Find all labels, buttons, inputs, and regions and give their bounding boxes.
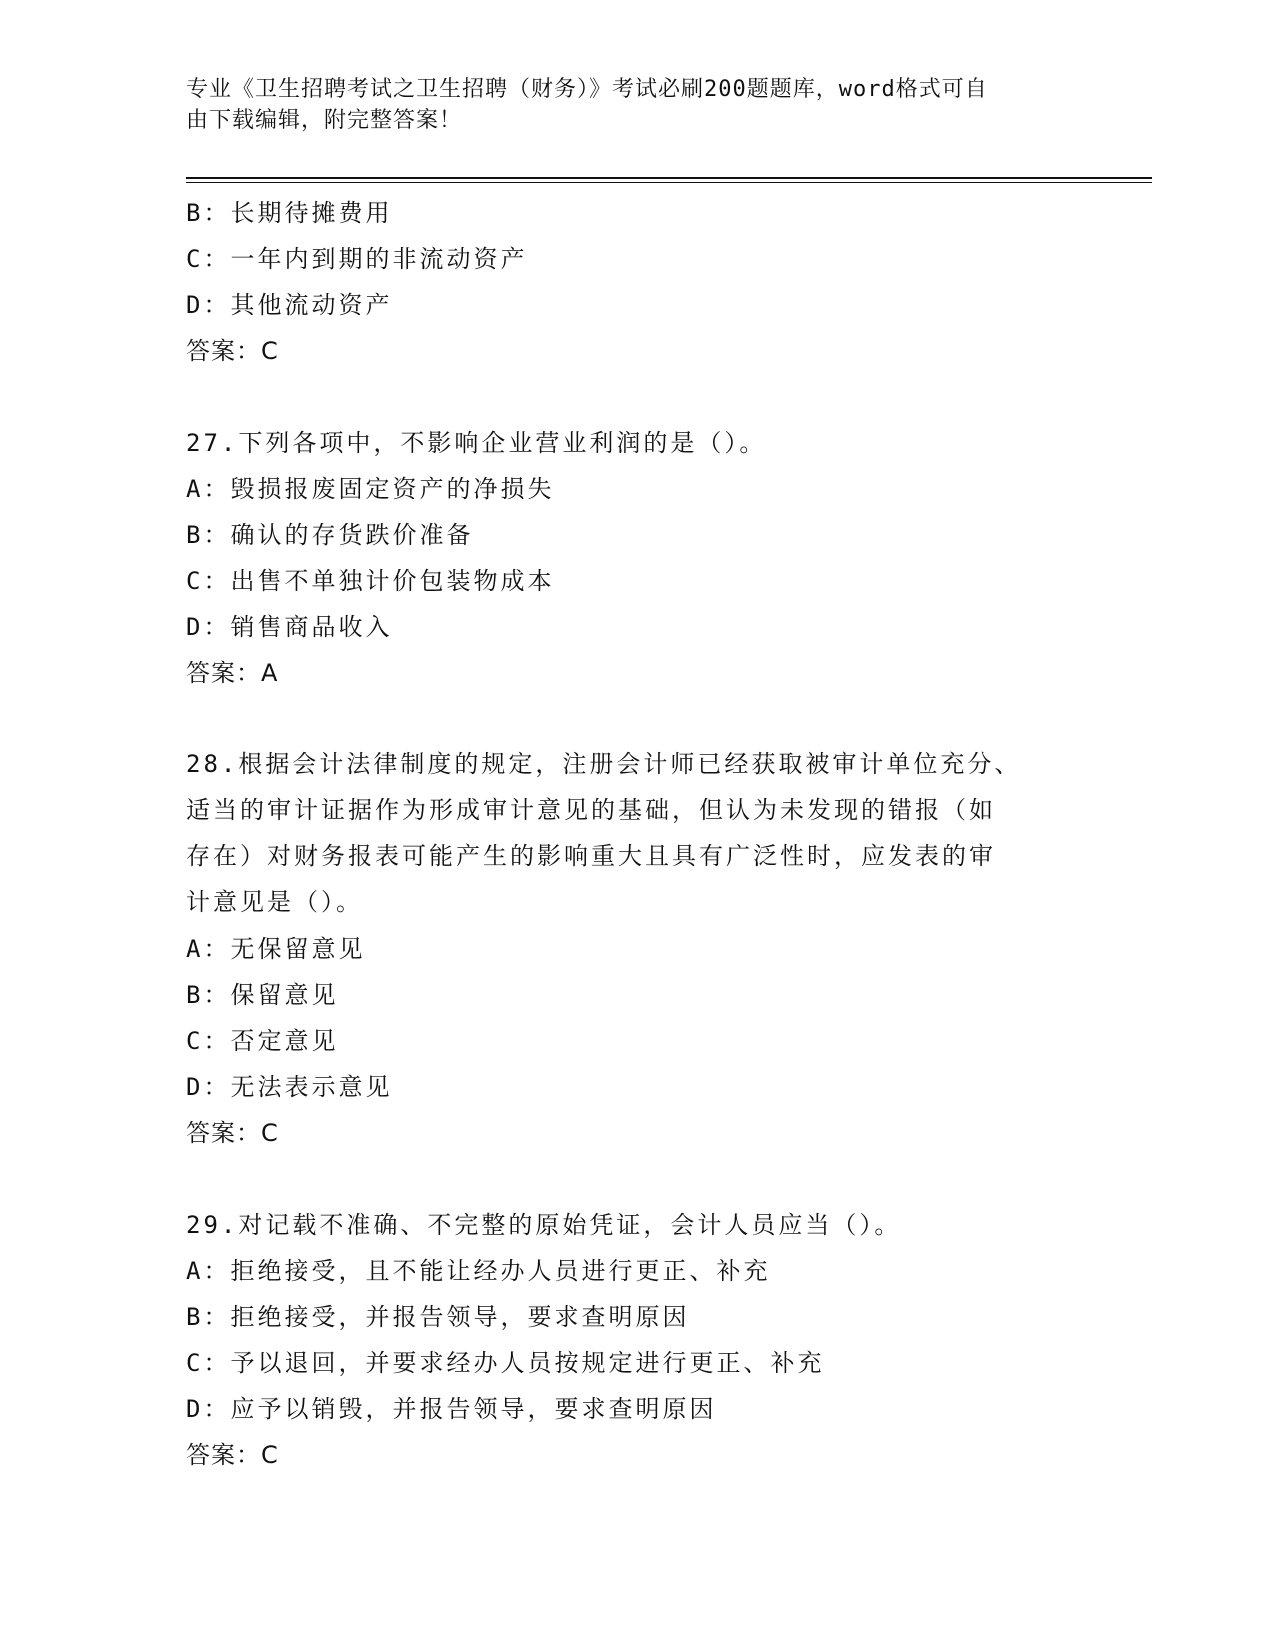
question-block-27 <box>186 420 1066 696</box>
question-list <box>186 190 1066 1478</box>
option-c: C：一年内到期的非流动资产 <box>186 245 528 273</box>
question-text-line-3: 存在）对财务报表可能产生的影响重大且具有广泛性时，应发表的审 <box>186 842 996 870</box>
header-divider-thick <box>186 177 1152 179</box>
option-a: A：无保留意见 <box>186 935 366 963</box>
header-line-2: 由下载编辑，附完整答案！ <box>186 108 463 133</box>
question-text-line-4: 计意见是（）。 <box>186 888 363 916</box>
answer-line: 答案：A <box>186 659 279 687</box>
answer-line: 答案：C <box>186 337 279 365</box>
option-b: B：拒绝接受，并报告领导，要求查明原因 <box>186 1303 690 1331</box>
option-d: D：销售商品收入 <box>186 613 393 641</box>
question-text-line-2: 适当的审计证据作为形成审计意见的基础，但认为未发现的错报（如 <box>186 796 996 824</box>
document-header <box>186 74 1066 136</box>
header-line-1: 专业《卫生招聘考试之卫生招聘（财务）》考试必刷200题题库，word格式可自 <box>186 77 988 102</box>
question-text-line-1: 28.根据会计法律制度的规定，注册会计师已经获取被审计单位充分、 <box>186 750 1022 778</box>
option-d: D：无法表示意见 <box>186 1073 393 1101</box>
question-text: 27.下列各项中，不影响企业营业利润的是（）。 <box>186 429 767 457</box>
answer-line: 答案：C <box>186 1119 279 1147</box>
question-block-29 <box>186 1202 1066 1478</box>
option-b: B：确认的存货跌价准备 <box>186 521 474 549</box>
header-divider-thin <box>186 182 1152 183</box>
question-block-28 <box>186 742 1066 1156</box>
option-d: D：其他流动资产 <box>186 291 393 319</box>
option-b: B：长期待摊费用 <box>186 199 393 227</box>
option-a: A：毁损报废固定资产的净损失 <box>186 475 555 503</box>
option-b: B：保留意见 <box>186 981 339 1009</box>
option-c: C：出售不单独计价包装物成本 <box>186 567 555 595</box>
option-a: A：拒绝接受，且不能让经办人员进行更正、补充 <box>186 1257 771 1285</box>
question-text: 29.对记载不准确、不完整的原始凭证，会计人员应当（）。 <box>186 1211 902 1239</box>
answer-line: 答案：C <box>186 1441 279 1469</box>
option-c: C：予以退回，并要求经办人员按规定进行更正、补充 <box>186 1349 825 1377</box>
option-d: D：应予以销毁，并报告领导，要求查明原因 <box>186 1395 717 1423</box>
question-block-prev <box>186 190 1066 374</box>
option-c: C：否定意见 <box>186 1027 339 1055</box>
